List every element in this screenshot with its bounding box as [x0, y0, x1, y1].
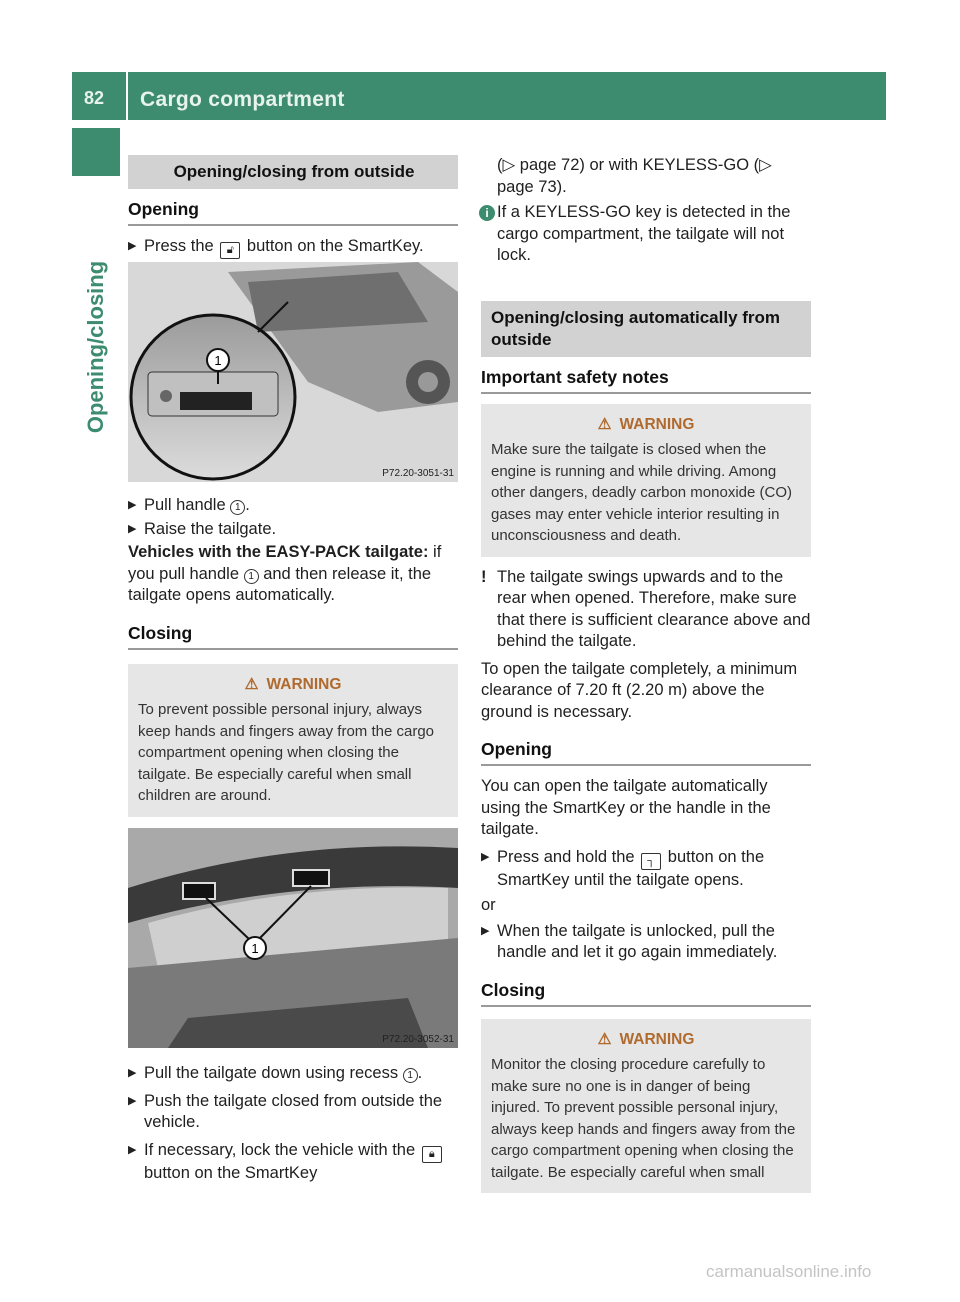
- photo2-caption: P72.20-3052-31: [382, 1034, 454, 1045]
- unlock-icon: 🔓︎: [220, 242, 240, 259]
- subheading-opening-auto: Opening: [481, 739, 811, 766]
- photo1-callout: 1: [214, 353, 222, 368]
- warning-triangle-icon: ⚠︎: [597, 1030, 612, 1048]
- left-column: [128, 155, 458, 259]
- callout-1-icon: 1: [230, 500, 245, 515]
- warning-box-co: [481, 404, 811, 557]
- photo1-caption: P72.20-3051-31: [382, 468, 454, 479]
- step-raise: ▶ Raise the tailgate.: [128, 519, 458, 541]
- warning-triangle-icon: ⚠︎: [244, 675, 259, 693]
- warning-box-closing: [481, 1019, 811, 1194]
- lock-icon: 🔒︎: [422, 1146, 442, 1163]
- or-text: or: [481, 896, 496, 914]
- page-reference: (▷ page 72) or with KEYLESS-GO (▷ page 73).: [497, 156, 772, 196]
- step-press-hold: ▶ Press and hold the ┐ button on the SmartKey until the tailgate opens.: [481, 847, 811, 892]
- warning-text: To prevent possible personal injury, always keep hands and fingers away from the cargo compartment opening when closing the tailgate. Be especially careful when small children are around.: [138, 701, 435, 804]
- step-lock: ▶ If necessary, lock the vehicle with the 🔒︎ button on the SmartKey: [128, 1140, 458, 1185]
- step-pull-down: ▶ Pull the tailgate down using recess 1 .: [128, 1063, 458, 1085]
- section-title: Opening/closing from outside: [128, 155, 458, 189]
- left-column-3: [128, 1063, 458, 1184]
- photo-tailgate-open: [128, 828, 458, 1048]
- photo-illustration: [128, 262, 458, 482]
- clearance-paragraph: To open the tailgate completely, a minimum clearance of 7.20 ft (2.20 m) above the ground is necessary.: [481, 659, 798, 721]
- warning-heading: ⚠︎ WARNING: [138, 674, 448, 696]
- info-note: i If a KEYLESS-GO key is detected in the cargo compartment, the tailgate will not lock.: [481, 202, 811, 267]
- header-divider: [126, 72, 128, 120]
- warning-heading: ⚠︎ WARNING: [491, 414, 801, 436]
- opening-paragraph: You can open the tailgate automatically using the SmartKey or the handle in the tailgate.: [481, 777, 771, 838]
- tailgate-icon: ┐: [641, 853, 661, 870]
- chapter-title: Cargo compartment: [140, 88, 345, 111]
- step-press-unlock: ▶ Press the 🔓︎ button on the SmartKey.: [128, 236, 458, 259]
- section-title-auto: Opening/closing automatically from outside: [481, 301, 811, 357]
- side-tab: [72, 182, 120, 512]
- photo-tailgate-handle: [128, 262, 458, 482]
- side-tab-label: Opening/closing: [83, 260, 108, 434]
- subheading-closing: Closing: [128, 623, 458, 650]
- warning-heading: ⚠︎ WARNING: [491, 1029, 801, 1051]
- right-column: [481, 155, 811, 1193]
- info-icon: i: [479, 205, 495, 221]
- watermark: carmanualsonline.info: [706, 1262, 872, 1281]
- caution-note: ! The tailgate swings upwards and to the rear when opened. Therefore, make sure that there is sufficient clearance above and behind the tailgate.: [481, 567, 811, 650]
- warning-text: Monitor the closing procedure carefully to make sure no one is in danger of being injured. To prevent possible personal injury, always keep hands and fingers away from the cargo compartment opening when closing the tailgate. Be especially careful when small: [491, 1056, 796, 1181]
- step-unlocked-pull: ▶ When the tailgate is unlocked, pull the handle and let it go again immediately.: [481, 921, 811, 964]
- photo2-callout: 1: [251, 941, 259, 956]
- left-column-2: [128, 495, 458, 817]
- warning-box: [128, 664, 458, 817]
- callout-1-icon: 1: [244, 569, 259, 584]
- photo-illustration-2: [128, 828, 458, 1048]
- subheading-closing-auto: Closing: [481, 980, 811, 1007]
- step-pull-handle: ▶ Pull handle 1 .: [128, 495, 458, 517]
- easypack-paragraph: Vehicles with the EASY-PACK tailgate: if you pull handle 1 and then release it, the tailgate opens automatically.: [128, 543, 442, 604]
- exclamation-icon: !: [481, 567, 487, 586]
- step-push-closed: ▶ Push the tailgate closed from outside the vehicle.: [128, 1091, 458, 1134]
- warning-triangle-icon: ⚠︎: [597, 415, 612, 433]
- page-number: 82: [84, 88, 105, 108]
- callout-1-icon: 1: [403, 1068, 418, 1083]
- subheading-safety: Important safety notes: [481, 367, 811, 394]
- warning-text: Make sure the tailgate is closed when the engine is running and while driving. Among other dangers, deadly carbon monoxide (CO) gases may enter vehicle interior resulting in unconsciousness and death.: [491, 441, 792, 544]
- subheading-opening: Opening: [128, 199, 458, 226]
- side-tab-block: [72, 128, 120, 176]
